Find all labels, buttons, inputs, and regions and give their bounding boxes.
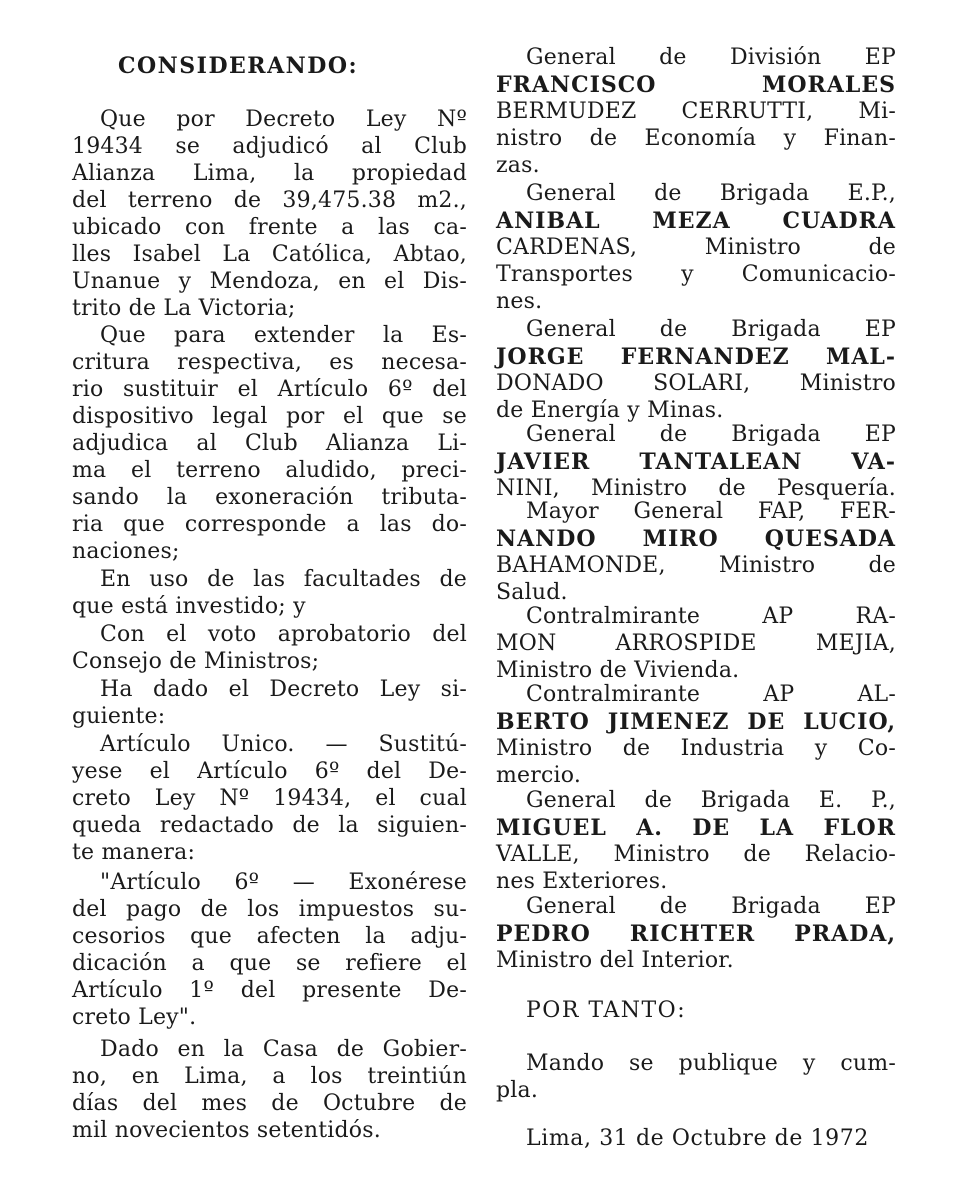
- text-line: DONADO SOLARI, Ministro: [496, 371, 896, 396]
- text-line: nes.: [496, 289, 543, 314]
- text-line: rio sustituir el Artículo 6º del: [72, 377, 467, 402]
- text-line: Mando se publique y cum-: [526, 1051, 896, 1076]
- text-line: dispositivo legal por el que se: [72, 404, 467, 429]
- text-line: te manera:: [72, 840, 196, 865]
- text-line: del terreno de 39,475.38 m2.,: [72, 188, 467, 213]
- text-line: Artículo Unico. — Sustitú-: [100, 732, 467, 757]
- minister-name-line: BERTO JIMENEZ DE LUCIO,: [496, 709, 896, 735]
- text-line: ma el terreno aludido, preci-: [72, 458, 467, 483]
- text-line: General de Brigada EP: [526, 317, 896, 342]
- text-line: General de División EP: [526, 45, 896, 70]
- minister-name-line: FRANCISCO MORALES: [496, 72, 896, 98]
- text-line: Ministro del Interior.: [496, 948, 734, 973]
- text-line: yese el Artículo 6º del De-: [72, 759, 467, 784]
- text-line: BAHAMONDE, Ministro de: [496, 553, 896, 578]
- text-line: lles Isabel La Católica, Abtao,: [72, 242, 467, 267]
- text-line: días del mes de Octubre de: [72, 1091, 467, 1116]
- text-line: creto Ley".: [72, 1005, 197, 1030]
- text-line: MON ARROSPIDE MEJIA,: [496, 631, 896, 656]
- text-line: En uso de las facultades de: [100, 567, 467, 592]
- minister-name-line: JORGE FERNANDEZ MAL-: [496, 344, 896, 370]
- text-line: General de Brigada EP: [526, 894, 896, 919]
- text-line: del pago de los impuestos su-: [72, 897, 467, 922]
- text-line: nistro de Economía y Finan-: [496, 126, 896, 151]
- text-line: Artículo 1º del presente De-: [72, 978, 467, 1003]
- text-line: Contralmirante AP RA-: [526, 604, 896, 629]
- minister-name-line: MIGUEL A. DE LA FLOR: [496, 815, 896, 841]
- text-line: adjudica al Club Alianza Li-: [72, 431, 467, 456]
- text-line: queda redactado de la siguien-: [72, 813, 467, 838]
- text-line: Con el voto aprobatorio del: [100, 622, 467, 647]
- minister-name-line: ANIBAL MEZA CUADRA: [496, 208, 896, 234]
- text-line: "Artículo 6º — Exonérese: [100, 870, 467, 895]
- text-line: CARDENAS, Ministro de: [496, 235, 896, 260]
- text-line: trito de La Victoria;: [72, 296, 296, 321]
- text-line: guiente:: [72, 704, 166, 729]
- por-tanto-heading: POR TANTO:: [526, 998, 687, 1023]
- text-line: Contralmirante AP AL-: [526, 682, 896, 707]
- text-line: zas.: [496, 153, 540, 178]
- minister-name-line: NANDO MIRO QUESADA: [496, 526, 896, 552]
- text-line: cesorios que afecten la adju-: [72, 924, 467, 949]
- text-line: Ministro de Industria y Co-: [496, 736, 896, 761]
- text-line: Dado en la Casa de Gobier-: [100, 1037, 467, 1062]
- text-line: 19434 se adjudicó al Club: [72, 134, 467, 159]
- text-line: Ministro de Vivienda.: [496, 658, 740, 683]
- text-line: naciones;: [72, 539, 180, 564]
- text-line: NINI, Ministro de Pesquería.: [496, 476, 896, 501]
- text-line: Salud.: [496, 580, 568, 605]
- text-line: Que para extender la Es-: [100, 323, 467, 348]
- text-line: General de Brigada E. P.,: [526, 788, 896, 813]
- text-line: no, en Lima, a los treintiún: [72, 1064, 467, 1089]
- minister-name-line: PEDRO RICHTER PRADA,: [496, 921, 896, 947]
- text-line: mil novecientos setentidós.: [72, 1118, 381, 1143]
- text-line: critura respectiva, es necesa-: [72, 350, 467, 375]
- text-line: BERMUDEZ CERRUTTI, Mi-: [496, 99, 896, 124]
- text-line: Unanue y Mendoza, en el Dis-: [72, 269, 467, 294]
- text-line: mercio.: [496, 763, 582, 788]
- text-line: Mayor General FAP, FER-: [526, 499, 896, 524]
- considerando-heading: CONSIDERANDO:: [118, 53, 359, 79]
- date-line: Lima, 31 de Octubre de 1972: [526, 1126, 869, 1151]
- text-line: Consejo de Ministros;: [72, 649, 320, 674]
- text-line: General de Brigada EP: [526, 422, 896, 447]
- text-line: Alianza Lima, la propiedad: [72, 161, 467, 186]
- text-line: General de Brigada E.P.,: [526, 181, 896, 206]
- text-line: sando la exoneración tributa-: [72, 485, 467, 510]
- text-line: pla.: [496, 1078, 539, 1103]
- text-line: de Energía y Minas.: [496, 398, 724, 423]
- text-line: creto Ley Nº 19434, el cual: [72, 786, 467, 811]
- text-line: VALLE, Ministro de Relacio-: [496, 842, 896, 867]
- text-line: Ha dado el Decreto Ley si-: [100, 677, 467, 702]
- text-line: ubicado con frente a las ca-: [72, 215, 467, 240]
- text-line: dicación a que se refiere el: [72, 951, 467, 976]
- text-line: ria que corresponde a las do-: [72, 512, 467, 537]
- minister-name-line: JAVIER TANTALEAN VA-: [496, 449, 896, 475]
- text-line: Que por Decreto Ley Nº: [100, 107, 467, 132]
- text-line: Transportes y Comunicacio-: [496, 262, 896, 287]
- text-line: nes Exteriores.: [496, 869, 668, 894]
- text-line: que está investido; y: [72, 594, 306, 619]
